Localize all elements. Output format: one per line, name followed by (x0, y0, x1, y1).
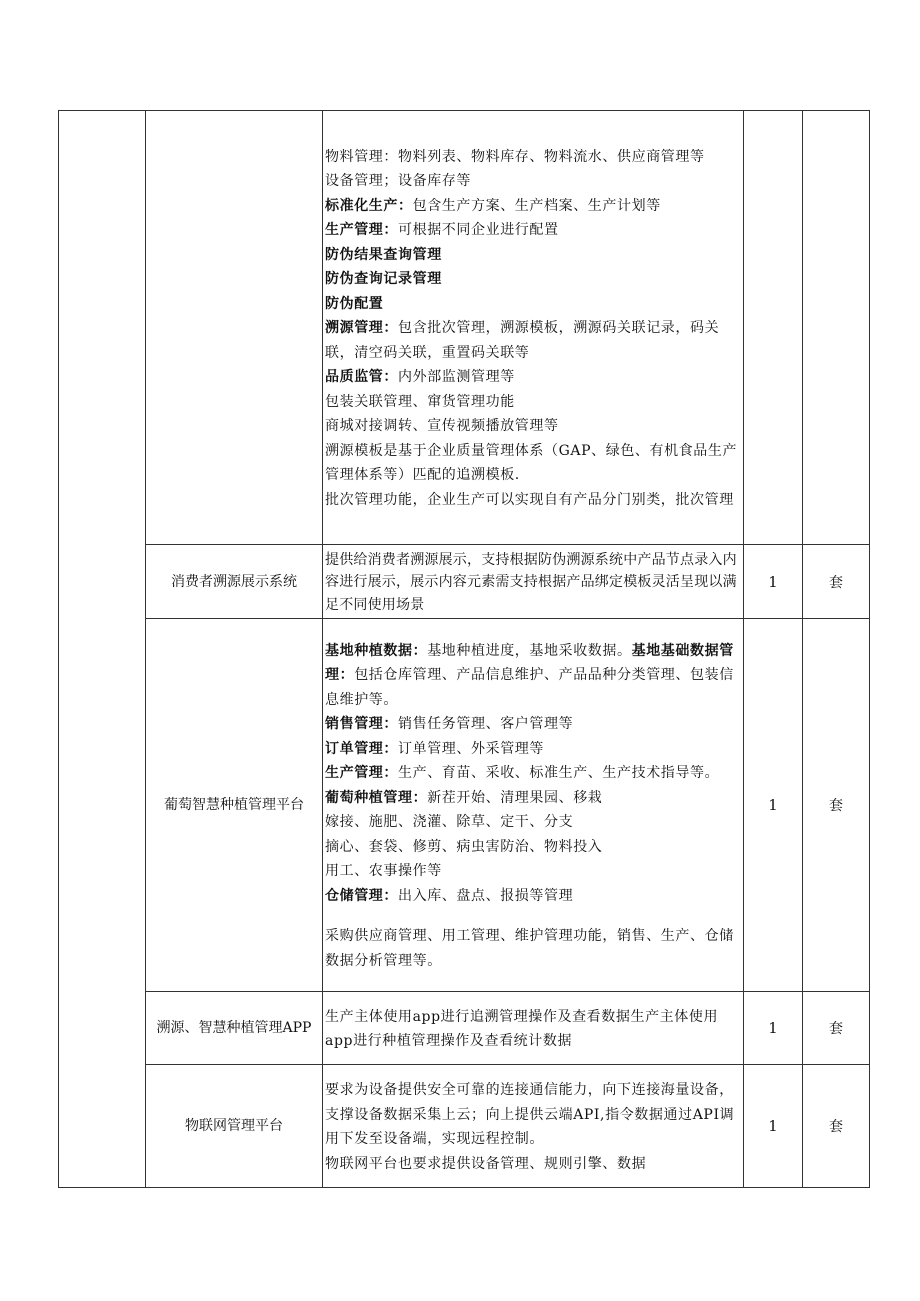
quantity-cell (744, 111, 803, 545)
description-line: 包装关联管理、窜货管理功能 (325, 393, 515, 410)
item-description-cell (323, 545, 744, 619)
item-description-cell (323, 619, 744, 992)
quantity-cell: 1 (744, 992, 803, 1065)
unit-cell: 套 (803, 992, 870, 1065)
description-line: 标准化生产：包含生产方案、生产档案、生产计划等 (325, 197, 661, 214)
item-description-cell (323, 992, 744, 1065)
product-spec-table (58, 110, 870, 1188)
item-name-cell: 葡萄智慧种植管理平台 (146, 619, 323, 992)
description-line: 物料管理：物料列表、物料库存、物料流水、供应商管理等 (325, 148, 705, 165)
item-description-cell (323, 1065, 744, 1188)
description-line: 批次管理功能，企业生产可以实现自有产品分门别类，批次管理 (325, 491, 734, 508)
unit-cell (803, 111, 870, 545)
description-line: 提供给消费者溯源展示，支持根据防伪溯源系统中产品节点录入内容进行展示，展示内容元素需支持根据产品绑定模板灵活呈现以满足不同使用场景 (325, 551, 737, 613)
description-line: 销售管理：销售任务管理、客户管理等 (325, 716, 574, 733)
description-lines (323, 1003, 743, 1054)
description-line: 摘心、套袋、修剪、病虫害防治、物料投入 (325, 838, 603, 855)
description-line: 嫁接、施肥、浇灌、除草、定干、分支 (325, 814, 574, 831)
table-row (59, 111, 870, 545)
spacer (325, 908, 741, 924)
description-line: 基地种植数据：基地种植进度，基地采收数据。基地基础数据管理：包括仓库管理、产品信息维护、产品品种分类管理、包装信息维护等。 (325, 642, 734, 708)
table-row (59, 1065, 870, 1188)
description-lines (323, 1076, 743, 1176)
description-line: 仓储管理：出入库、盘点、报损等管理 (325, 887, 574, 904)
description-lines (323, 143, 743, 513)
description-line: 葡萄种植管理：新茬开始、清理果园、移栽 (325, 789, 603, 806)
quantity-cell: 1 (744, 1065, 803, 1188)
quantity-cell: 1 (744, 619, 803, 992)
description-line: 用工、农事操作等 (325, 863, 442, 880)
description-line: 订单管理：订单管理、外采管理等 (325, 740, 544, 757)
table-row (59, 619, 870, 992)
description-line: 商城对接调转、宣传视频播放管理等 (325, 418, 559, 435)
unit-cell: 套 (803, 545, 870, 619)
description-lines (323, 637, 743, 974)
item-description-cell (323, 111, 744, 545)
table-row (59, 545, 870, 619)
description-line: 生产主体使用app进行追溯管理操作及查看数据生产主体使用app进行种植管理操作及查看统计数据 (325, 1008, 719, 1049)
description-lines (323, 547, 743, 617)
unit-cell: 套 (803, 619, 870, 992)
description-line: 溯源模板是基于企业质量管理体系（GAP、绿色、有机食品生产管理体系等）匹配的追溯模板. (325, 442, 738, 484)
description-line: 防伪配置 (325, 295, 384, 312)
description-line: 防伪查询记录管理 (325, 271, 442, 288)
item-name-cell: 消费者溯源展示系统 (146, 545, 323, 619)
description-line: 生产管理：可根据不同企业进行配置 (325, 222, 559, 239)
item-name-cell: 溯源、智慧种植管理APP (146, 992, 323, 1065)
description-line: 物联网平台也要求提供设备管理、规则引擎、数据 (325, 1155, 647, 1172)
description-line: 生产管理：生产、育苗、采收、标准生产、生产技术指导等。 (325, 765, 720, 782)
item-name-cell (146, 111, 323, 545)
description-line: 要求为设备提供安全可靠的连接通信能力，向下连接海量设备，支撑设备数据采集上云；向上提供云端API,指令数据通过API调用下发至设备端，实现远程控制。 (325, 1082, 735, 1147)
description-line: 设备管理；设备库存等 (325, 173, 471, 190)
quantity-cell: 1 (744, 545, 803, 619)
description-line: 溯源管理：包含批次管理，溯源模板，溯源码关联记录，码关联，清空码关联，重置码关联等 (325, 320, 720, 361)
category-cell (59, 111, 146, 1188)
description-line: 防伪结果查询管理 (325, 246, 442, 263)
description-line: 品质监管：内外部监测管理等 (325, 369, 515, 386)
table-row (59, 992, 870, 1065)
item-name-cell: 物联网管理平台 (146, 1065, 323, 1188)
unit-cell: 套 (803, 1065, 870, 1188)
description-line: 采购供应商管理、用工管理、维护管理功能，销售、生产、仓储数据分析管理等。 (325, 928, 734, 969)
